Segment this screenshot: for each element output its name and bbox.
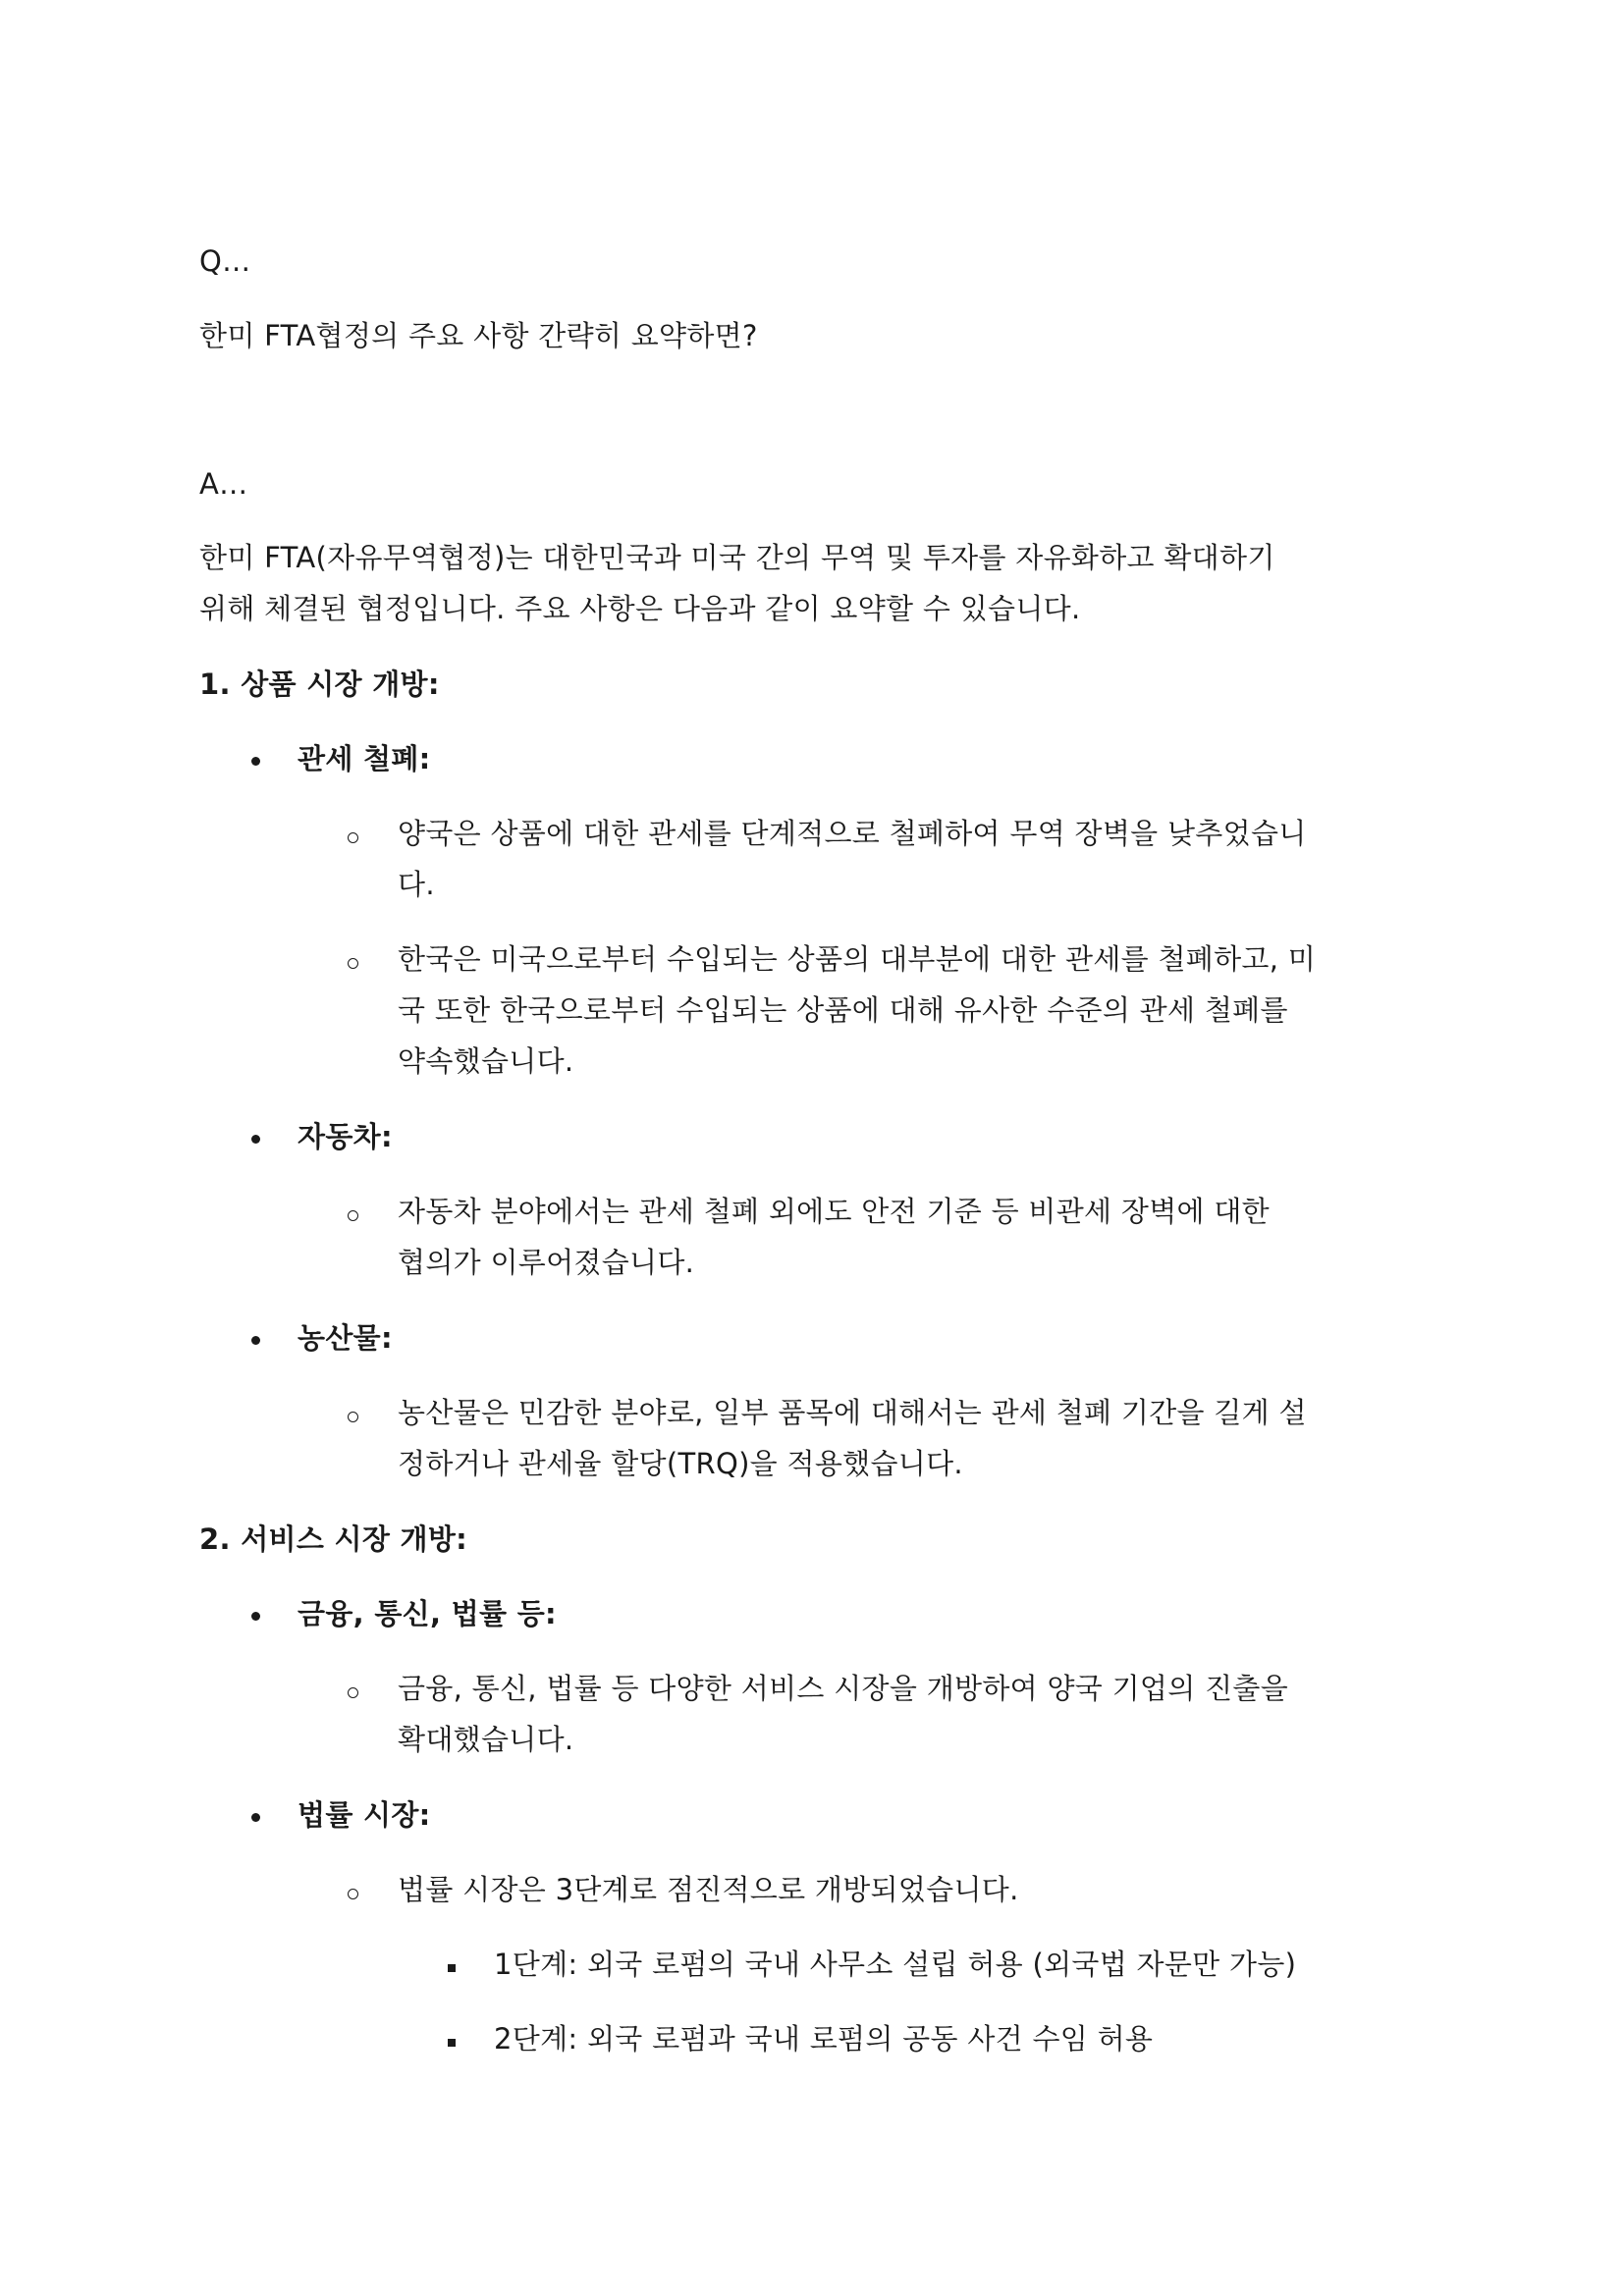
bullet-circle-icon bbox=[348, 1210, 358, 1221]
subpoint-line: 1단계: 외국 로펌의 국내 사무소 설립 허용 (외국법 자문만 가능) bbox=[494, 1948, 1297, 1981]
bullet-disc-icon bbox=[251, 1135, 260, 1144]
bullet-circle-icon bbox=[348, 1687, 358, 1698]
bullet-circle-icon bbox=[348, 832, 358, 843]
subpoint-line: 2단계: 외국 로펌과 국내 로펌의 공동 사건 수임 허용 bbox=[494, 2022, 1154, 2056]
point-line: 금융, 통신, 법률 등 다양한 서비스 시장을 개방하여 양국 기업의 진출을 bbox=[398, 1672, 1289, 1705]
point-line: 자동차 분야에서는 관세 철폐 외에도 안전 기준 등 비관세 장벽에 대한 bbox=[398, 1195, 1270, 1228]
bullet-disc-icon bbox=[251, 1336, 260, 1345]
item-title-agriculture: 농산물: bbox=[298, 1321, 393, 1355]
answer-intro-line-2: 위해 체결된 협정입니다. 주요 사항은 다음과 같이 요약할 수 있습니다. bbox=[199, 592, 1081, 625]
bullet-disc-icon bbox=[251, 1813, 260, 1822]
point-line: 농산물은 민감한 분야로, 일부 품목에 대해서는 관세 철폐 기간을 길게 설 bbox=[398, 1396, 1307, 1429]
bullet-circle-icon bbox=[348, 1412, 358, 1422]
point-line: 약속했습니다. bbox=[398, 1044, 574, 1078]
bullet-circle-icon bbox=[348, 1889, 358, 1899]
bullet-disc-icon bbox=[251, 757, 260, 766]
point-line: 양국은 상품에 대한 관세를 단계적으로 철폐하여 무역 장벽을 낮추었습니 bbox=[398, 817, 1307, 850]
item-title-legal-market: 법률 시장: bbox=[298, 1798, 431, 1832]
section-heading-goods: 1. 상품 시장 개방: bbox=[199, 667, 440, 701]
answer-label: A… bbox=[199, 467, 248, 501]
bullet-square-icon bbox=[448, 2039, 456, 2047]
bullet-square-icon bbox=[448, 1964, 456, 1972]
point-line: 확대했습니다. bbox=[398, 1723, 574, 1756]
section-heading-services: 2. 서비스 시장 개방: bbox=[199, 1522, 468, 1556]
point-line: 협의가 이루어졌습니다. bbox=[398, 1246, 695, 1279]
bullet-disc-icon bbox=[251, 1612, 260, 1621]
bullet-circle-icon bbox=[348, 958, 358, 969]
item-title-finance-telecom-legal: 금융, 통신, 법률 등: bbox=[298, 1597, 557, 1630]
point-line: 정하거나 관세율 할당(TRQ)을 적용했습니다. bbox=[398, 1447, 963, 1480]
question-text: 한미 FTA협정의 주요 사항 간략히 요약하면? bbox=[199, 319, 758, 352]
point-line: 다. bbox=[398, 868, 435, 901]
answer-intro-line-1: 한미 FTA(자유무역협정)는 대한민국과 미국 간의 무역 및 투자를 자유화하고 확대하기 bbox=[199, 541, 1275, 574]
item-title-automobile: 자동차: bbox=[298, 1120, 393, 1153]
point-line: 한국은 미국으로부터 수입되는 상품의 대부분에 대한 관세를 철폐하고, 미 bbox=[398, 942, 1317, 976]
point-line: 국 또한 한국으로부터 수입되는 상품에 대해 유사한 수준의 관세 철폐를 bbox=[398, 993, 1288, 1027]
question-label: Q… bbox=[199, 244, 251, 278]
item-title-tariff: 관세 철폐: bbox=[298, 742, 431, 775]
point-line: 법률 시장은 3단계로 점진적으로 개방되었습니다. bbox=[398, 1873, 1019, 1906]
